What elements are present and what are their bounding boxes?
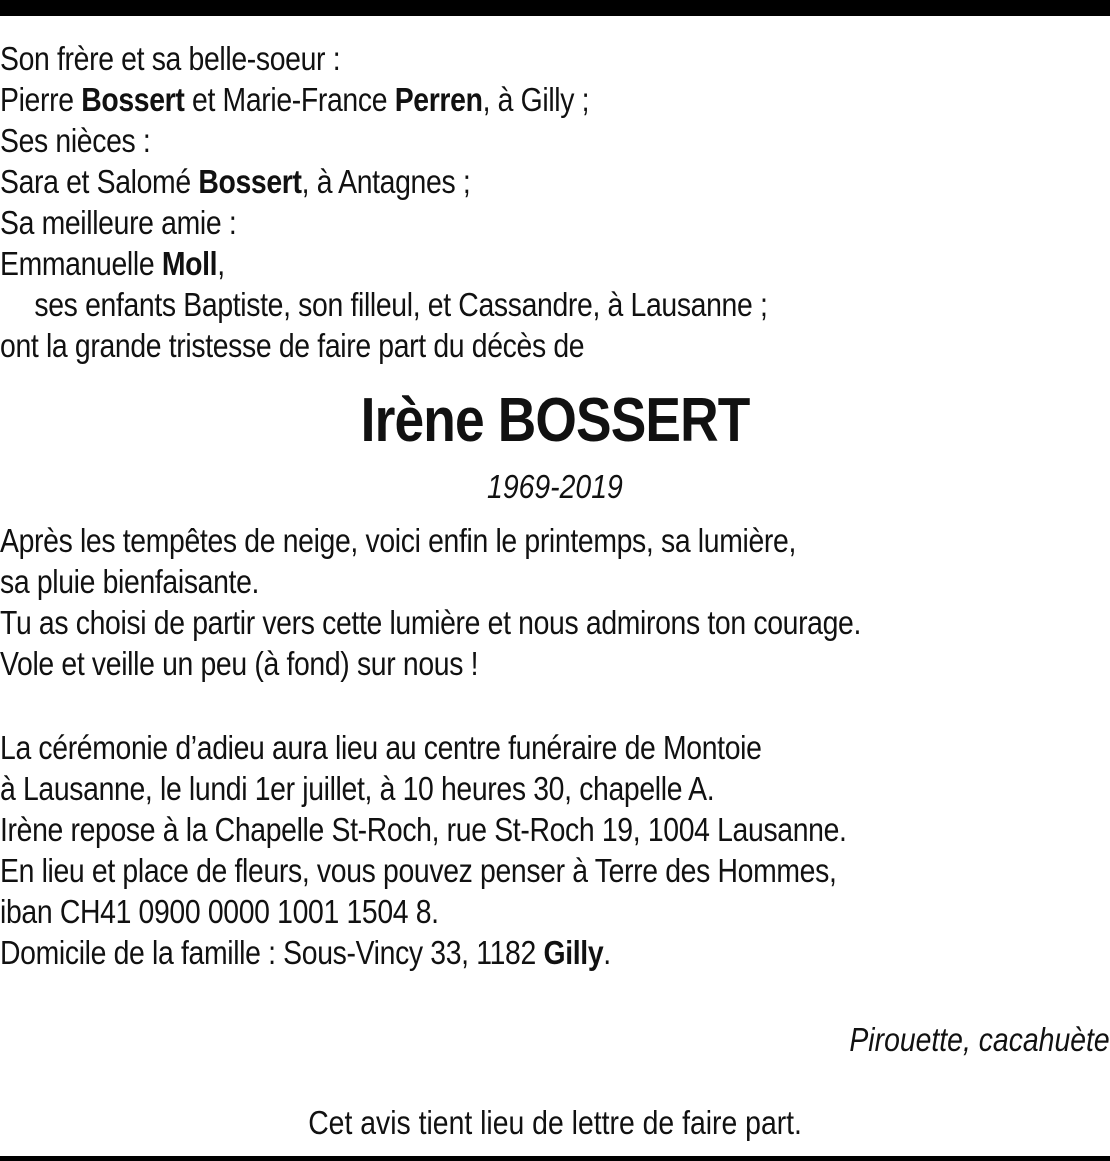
- text-segment: Pierre: [0, 81, 82, 118]
- text-segment: , à Antagnes ;: [301, 163, 471, 200]
- family-line-3: [0, 120, 955, 161]
- bottom-rule: [0, 1156, 1110, 1161]
- family-line-7: [0, 284, 955, 325]
- surname-moll: Moll: [161, 245, 218, 282]
- children-line: ses enfants Baptiste, son filleul, et Cassandre, à Lausanne ;: [34, 286, 768, 323]
- info-line: En lieu et place de fleurs, vous pouvez penser à Terre des Hommes,: [0, 852, 837, 889]
- family-announcement: [0, 38, 955, 366]
- footer-note: [0, 1102, 1110, 1143]
- family-address-line: [0, 932, 955, 973]
- nieces-heading: Ses nièces :: [0, 122, 151, 159]
- poem-line: Vole et veille un peu (à fond) sur nous !: [0, 645, 479, 682]
- deceased-name: [0, 384, 1110, 458]
- deceased-name-text: Irène BOSSERT: [360, 386, 750, 455]
- text-segment: Domicile de la famille : Sous-Vincy 33, 1182: [0, 934, 544, 971]
- text-segment: Sara et Salomé: [0, 163, 199, 200]
- poem-line: Après les tempêtes de neige, voici enfin le printemps, sa lumière,: [0, 522, 796, 559]
- info-line: Irène repose à la Chapelle St-Roch, rue St-Roch 19, 1004 Lausanne.: [0, 811, 847, 848]
- info-line: La cérémonie d’adieu aura lieu au centre funéraire de Montoie: [0, 729, 762, 766]
- text-segment: , à Gilly ;: [482, 81, 590, 118]
- friend-heading: Sa meilleure amie :: [0, 204, 237, 241]
- signature: Pirouette, cacahuète: [849, 1021, 1110, 1058]
- info-line: iban CH41 0900 0000 1001 1504 8.: [0, 893, 439, 930]
- text-segment: Emmanuelle: [0, 245, 162, 282]
- text-segment: et Marie-France: [184, 81, 395, 118]
- family-line-5: [0, 202, 955, 243]
- info-line: à Lausanne, le lundi 1er juillet, à 10 heures 30, chapelle A.: [0, 770, 715, 807]
- family-line-8: [0, 325, 955, 366]
- text-segment: ,: [217, 245, 225, 282]
- deceased-years: [0, 466, 1110, 507]
- poem-line: Tu as choisi de partir vers cette lumière et nous admirons ton courage.: [0, 604, 862, 641]
- town-gilly: Gilly: [543, 934, 604, 971]
- poem-line: sa pluie bienfaisante.: [0, 563, 260, 600]
- deceased-years-text: 1969-2019: [487, 468, 623, 505]
- footer-text: Cet avis tient lieu de lettre de faire part.: [308, 1104, 802, 1141]
- surname-perren: Perren: [394, 81, 483, 118]
- top-rule: [0, 0, 1110, 16]
- family-line-4: [0, 161, 955, 202]
- family-line-2: [0, 79, 955, 120]
- family-line-1: [0, 38, 955, 79]
- poem-block: [0, 520, 955, 684]
- ceremony-info: [0, 727, 955, 973]
- announcement-line: ont la grande tristesse de faire part du décès de: [0, 327, 585, 364]
- text-segment: .: [603, 934, 611, 971]
- surname-bossert: Bossert: [198, 163, 302, 200]
- surname-bossert: Bossert: [81, 81, 185, 118]
- brother-heading: Son frère et sa belle-soeur :: [0, 40, 341, 77]
- family-line-6: [0, 243, 955, 284]
